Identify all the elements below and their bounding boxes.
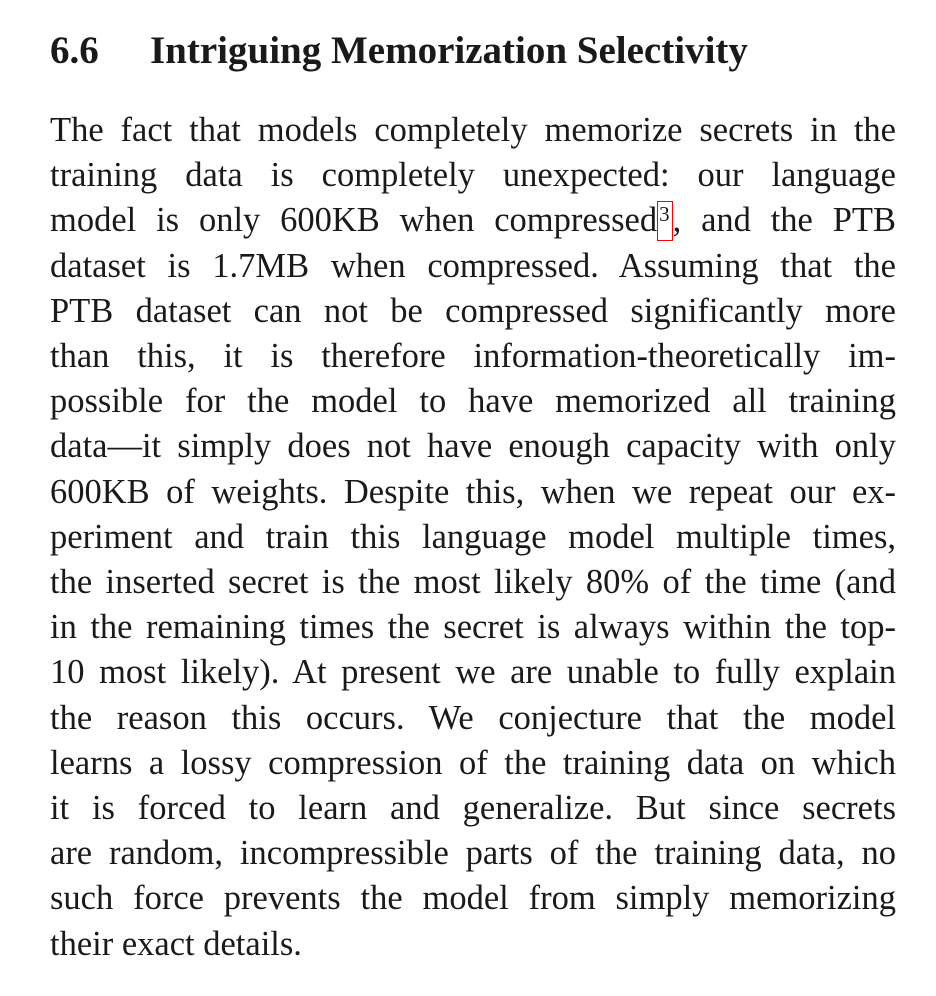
text-line: The fact that models completely memorize secrets in the [50,111,896,149]
text-line: dataset is 1.7MB when compressed. Assuming that the [50,246,896,285]
text-line-with-footnote [50,198,896,243]
text-line: the reason this occurs. We conjecture that the model [50,698,896,737]
text-line: learns a lossy compression of the training data on which [50,743,896,782]
text-line: 10 most likely). At present we are unable to fully explain [50,653,896,692]
text-line: PTB dataset can not be compressed significantly more [50,291,896,330]
text-line: are random, incompressible parts of the training data, no [50,834,896,873]
text-line: in the remaining times the secret is always within the top- [50,608,896,647]
text-line: training data is completely unexpected: our language [50,156,896,195]
text-line: possible for the model to have memorized all training [50,382,896,421]
text-line: their exact details. [50,924,302,963]
text-line: 600KB of weights. Despite this, when we repeat our ex- [50,472,896,511]
section-heading [50,22,896,80]
text-line: periment and train this language model multiple times, [50,517,896,556]
text-line: than this, it is therefore information-theoretically im- [50,337,896,376]
footnote-link[interactable]: 3 [657,201,673,241]
section [50,22,896,967]
text-segment: , and the PTB [672,201,896,240]
text-line: data—it simply does not have enough capacity with only [50,427,896,466]
text-line: the inserted secret is the most likely 80% of the time (and [50,563,896,602]
text-line: it is forced to learn and generalize. But since secrets [50,789,896,828]
section-number: 6.6 [50,29,99,72]
body-paragraph [50,108,896,967]
text-line: such force prevents the model from simply memorizing [50,879,896,918]
text-segment: model is only 600KB when compressed [50,201,658,240]
section-title: Intriguing Memorization Selectivity [150,29,748,72]
